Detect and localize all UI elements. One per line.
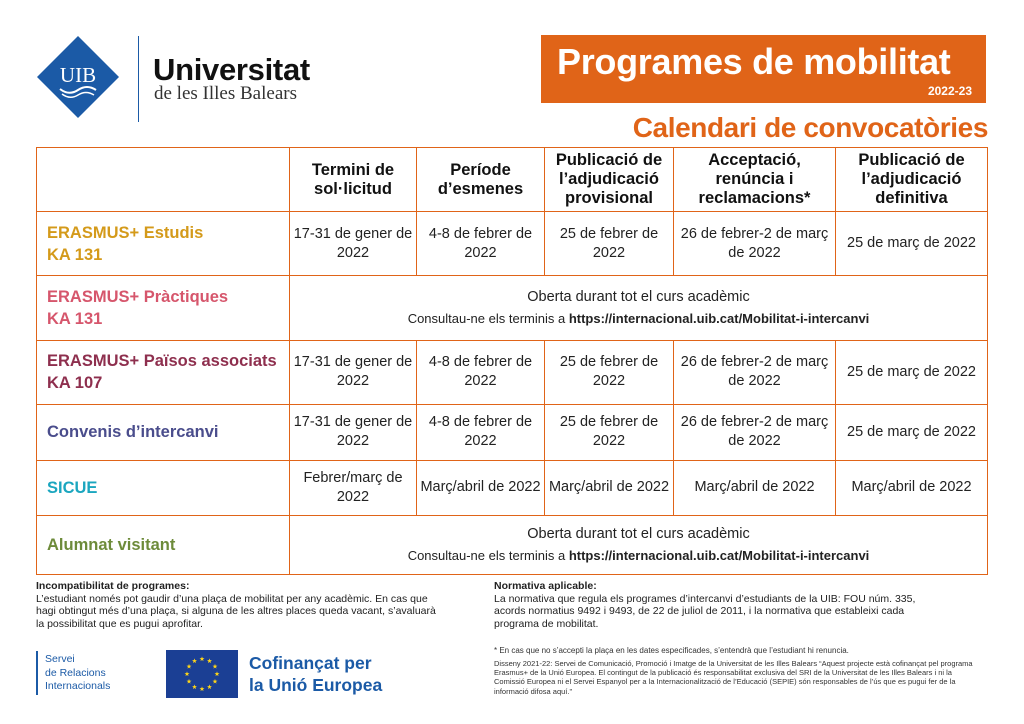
eu-line: Cofinançat per — [249, 653, 372, 673]
university-name: Universitat — [153, 52, 310, 87]
table-row-erasmus-associats — [37, 340, 988, 404]
program-name-cell — [37, 212, 290, 276]
mobility-link[interactable]: https://internacional.uib.cat/Mobilitat-i-intercanvi — [568, 310, 870, 326]
open-enrollment-cell — [290, 516, 988, 575]
date-cell: 25 de març de 2022 — [836, 340, 988, 404]
open-enrollment-info — [290, 546, 987, 565]
uib-logo-icon — [36, 35, 120, 119]
program-name-cell — [37, 460, 290, 516]
date-cell: 17-31 de gener de 2022 — [290, 404, 417, 460]
page-title: Programes de mobilitat — [557, 41, 951, 82]
incompatibility-section — [36, 580, 436, 630]
open-enrollment-prefix: Consultau-ne els terminis a — [407, 310, 569, 326]
date-cell: 4-8 de febrer de 2022 — [417, 340, 545, 404]
date-cell: 26 de febrer-2 de març de 2022 — [674, 340, 836, 404]
regulations-text: La normativa que regula els programes d’intercanvi d’estudiants de la UIB: FOU núm. 335, acords normatius 9492 i 9493, de 22 de juliol de 2011, i la normativa que estableixi cada programa de mobilitat. — [494, 592, 916, 630]
logo-emblem-text: UIB — [59, 63, 97, 87]
program-name: ERASMUS+ Estudis — [47, 223, 204, 242]
header-cell-termini: Termini de sol·licitud — [290, 148, 417, 212]
open-enrollment-prefix: Consultau-ne els terminis a — [407, 548, 569, 564]
calendar-table — [36, 147, 988, 575]
eu-line: la Unió Europea — [249, 675, 383, 695]
sri-separator — [36, 651, 38, 695]
date-cell: Febrer/març de 2022 — [290, 460, 417, 516]
program-code: KA 131 — [47, 245, 103, 264]
date-cell: Març/abril de 2022 — [545, 460, 674, 516]
date-cell: 25 de març de 2022 — [836, 404, 988, 460]
page-subtitle: Calendari de convocatòries — [632, 112, 988, 143]
program-name: ERASMUS+ Pràctiques — [47, 287, 229, 306]
date-cell: 4-8 de febrer de 2022 — [417, 212, 545, 276]
program-name: SICUE — [47, 478, 98, 497]
date-cell: Març/abril de 2022 — [836, 460, 988, 516]
date-cell: 26 de febrer-2 de març de 2022 — [674, 404, 836, 460]
program-name-cell — [37, 404, 290, 460]
table-row-sicue — [37, 460, 988, 516]
date-cell: 25 de març de 2022 — [836, 212, 988, 276]
sri-line: de Relacions — [45, 666, 106, 679]
university-subname: de les Illes Balears — [154, 83, 297, 104]
open-enrollment-text: Oberta durant tot el curs acadèmic — [527, 288, 750, 305]
date-cell: 17-31 de gener de 2022 — [290, 212, 417, 276]
header-cell-provisional: Publicació de l’adjudicació provisional — [545, 148, 674, 212]
incompatibility-text: L’estudiant només pot gaudir d’una plaça de mobilitat per any acadèmic. En cas que hagi obtingut més d’una plaça, si alguna de les altres places queda vacant, s’avaluarà la possibilitat que es pugui aprofitar. — [36, 592, 436, 630]
table-row-alumnat-visitant — [37, 516, 988, 575]
incompatibility-title: Incompatibilitat de programes: — [36, 580, 190, 592]
mobility-link[interactable]: https://internacional.uib.cat/Mobilitat-i-intercanvi — [568, 548, 870, 564]
program-name: Alumnat visitant — [47, 536, 176, 555]
logo-separator — [138, 36, 139, 122]
open-enrollment-info — [290, 309, 987, 328]
open-enrollment-text: Oberta durant tot el curs acadèmic — [527, 526, 750, 543]
date-cell: Març/abril de 2022 — [417, 460, 545, 516]
sri-logo-text — [45, 653, 110, 694]
eu-cofunding-text — [249, 652, 382, 696]
header-cell-acceptacio: Acceptació, renúncia i reclamacions* — [674, 148, 836, 212]
regulations-section — [494, 580, 934, 630]
open-enrollment-cell — [290, 276, 988, 340]
header-cell-esmenes: Període d’esmenes — [417, 148, 545, 212]
footnote: * En cas que no s’accepti la plaça en les dates especificades, s’entendrà que l’estudiant hi renuncia. — [494, 646, 849, 655]
sri-line: Servei — [45, 653, 75, 665]
program-name-cell — [37, 516, 290, 575]
credits-text: Disseny 2021-22: Servei de Comunicació, Promoció i Imatge de la Universitat de les Illes Balears “Aquest projecte està cofinançat pel programa Erasmus+ de la Unió Europea. El contingut de la publicació és responsabilitat exclusiva del SRI de la Universitat de les Illes Balears i ni la Comissió Europea ni el Servei Espanyol per a la Internacionalització de l’Educació (SEPIE) són responsables de l’ús que es pugui fer de la informació difosa aquí.” — [494, 659, 973, 696]
date-cell: 25 de febrer de 2022 — [545, 212, 674, 276]
date-cell: 25 de febrer de 2022 — [545, 404, 674, 460]
date-cell: 25 de febrer de 2022 — [545, 340, 674, 404]
header-cell-empty — [37, 148, 290, 212]
program-code: KA 131 — [47, 309, 103, 328]
table-row-convenis — [37, 404, 988, 460]
title-banner — [541, 35, 986, 103]
sri-line: Internacionals — [45, 680, 111, 692]
date-cell: 26 de febrer-2 de març de 2022 — [674, 212, 836, 276]
program-name-cell — [37, 276, 290, 340]
program-code: KA 107 — [47, 374, 103, 393]
date-cell: 17-31 de gener de 2022 — [290, 340, 417, 404]
program-name-cell — [37, 340, 290, 404]
table-row-erasmus-practiques — [37, 276, 988, 340]
table-row-erasmus-estudis — [37, 212, 988, 276]
header-cell-definitiva: Publicació de l’adjudicació definitiva — [836, 148, 988, 212]
program-name: Convenis d’intercanvi — [47, 423, 219, 442]
date-cell: Març/abril de 2022 — [674, 460, 836, 516]
table-header-row — [37, 148, 988, 212]
date-cell: 4-8 de febrer de 2022 — [417, 404, 545, 460]
program-name: ERASMUS+ Països associats — [47, 352, 277, 371]
regulations-title: Normativa aplicable: — [494, 580, 597, 592]
academic-year: 2022-23 — [927, 84, 972, 98]
eu-flag-icon — [166, 650, 238, 698]
